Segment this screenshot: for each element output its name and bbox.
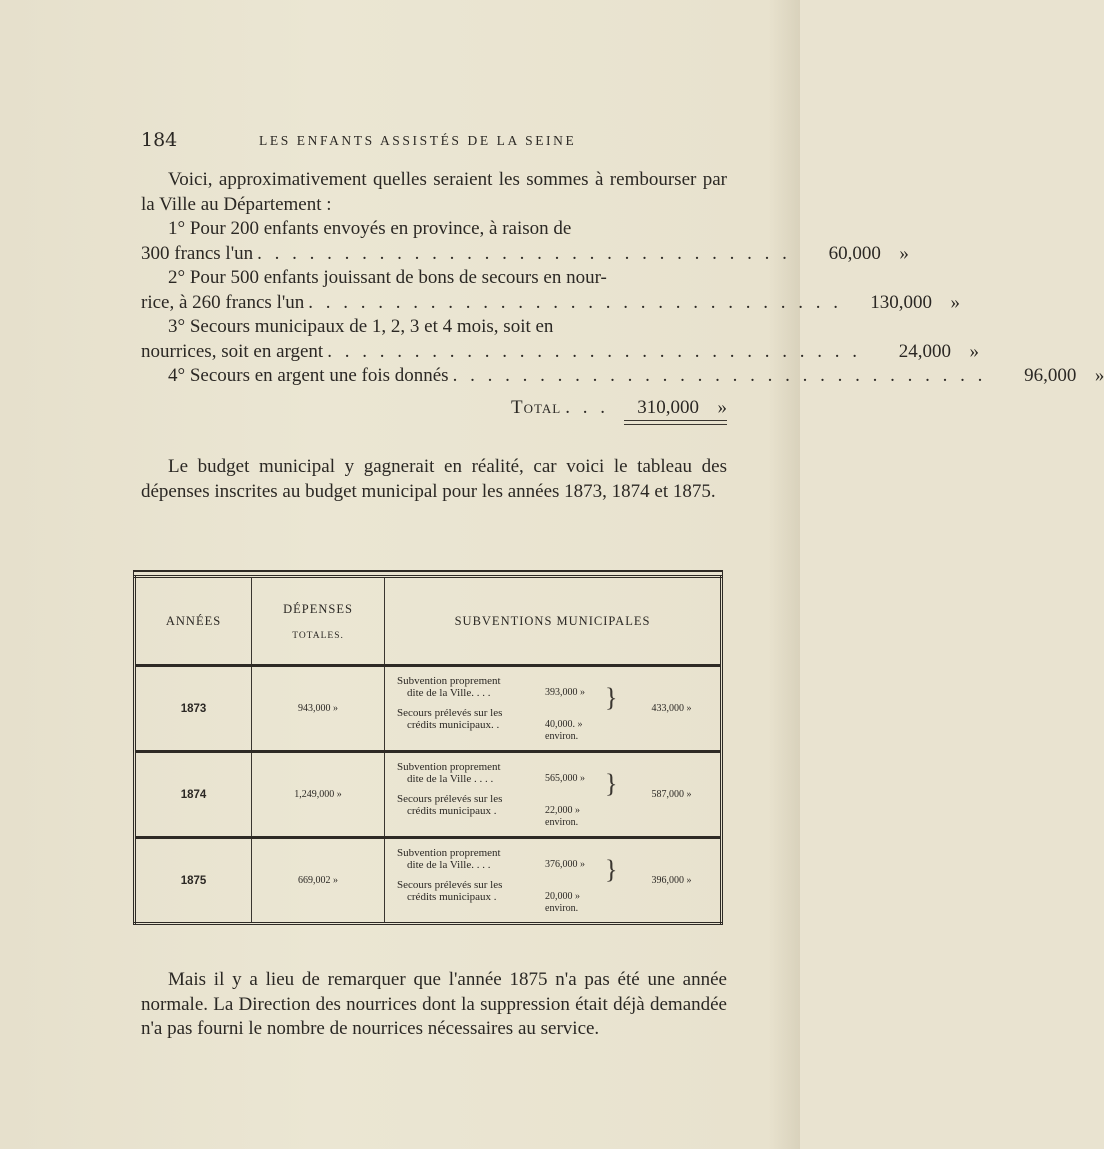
- header-annees: ANNÉES: [135, 577, 252, 666]
- dot-leader: . . .: [565, 396, 609, 418]
- subvention-label-line: Subvention proprement: [397, 674, 501, 687]
- secours-value-note: environ.: [545, 902, 579, 914]
- total-row: [141, 396, 727, 421]
- table-row: [135, 666, 722, 752]
- depenses-cell: 943,000 »: [252, 666, 385, 752]
- paragraph-3: Mais il y a lieu de remarquer que l'année 1875 n'a pas été une année normale. La Direction des nourrices dont la suppression était déjà demandée n'a pas fourni le nombre de nourrices nécessaires au service.: [141, 969, 727, 1039]
- dot-leader: . . . . . . . . . . . . . . . . . . . . . . . . . . . . . . .: [327, 340, 861, 362]
- secours-value-amount: 22,000 »: [545, 804, 581, 816]
- subvention-label: [397, 675, 545, 699]
- header-depenses-sub: TOTALES.: [292, 630, 344, 641]
- subvention-label-line: dite de la Ville. . . .: [407, 686, 491, 699]
- total-amount: 310,000: [637, 396, 699, 418]
- item-3-row: [141, 340, 979, 365]
- secours-label-line: Secours prélevés sur les: [397, 878, 503, 891]
- subvention-total: 396,000 »: [651, 875, 692, 886]
- subventions-cell: [385, 838, 722, 924]
- table-row: [135, 752, 722, 838]
- item-4-row: [141, 364, 1104, 389]
- subvention-label: [397, 761, 545, 785]
- item-4-amount: 96,000: [1024, 365, 1077, 386]
- secours-label-line: Secours prélevés sur les: [397, 792, 503, 805]
- secours-value-amount: 20,000 »: [545, 890, 581, 902]
- paragraph-2-wrap: [141, 455, 727, 504]
- secours-label: [397, 707, 545, 731]
- dot-leader: . . . . . . . . . . . . . . . . . . . . . . . . . . . . . . .: [452, 365, 987, 386]
- table-row: [135, 838, 722, 924]
- total-label: Total: [511, 396, 562, 418]
- secours-label-line: Secours prélevés sur les: [397, 706, 503, 719]
- subvention-label-line: dite de la Ville . . . .: [407, 772, 494, 785]
- budget-table-body: [135, 666, 722, 924]
- secours-value: [545, 719, 605, 743]
- depenses-cell: 669,002 »: [252, 838, 385, 924]
- subvention-total: 587,000 »: [651, 789, 692, 800]
- expense-list: [141, 168, 1104, 426]
- item-1-row: [141, 242, 909, 267]
- budget-table: [133, 575, 723, 925]
- double-rule: [624, 420, 727, 425]
- brace: }: [605, 854, 618, 884]
- item-1-text-b: 300 francs l'un: [141, 242, 254, 264]
- item-3-currency: »: [969, 340, 979, 362]
- item-2-row: [141, 291, 961, 316]
- paragraph-3-wrap: [141, 968, 727, 1042]
- subventions-cell: [385, 666, 722, 752]
- subvention-value: 393,000 »: [545, 686, 586, 698]
- secours-value-note: environ.: [545, 816, 579, 828]
- item-3-amount: 24,000: [898, 340, 951, 362]
- dot-leader: . . . . . . . . . . . . . . . . . . . . . . . . . . . . . . .: [257, 242, 791, 264]
- year-cell: 1875: [135, 838, 252, 924]
- secours-label-line: crédits municipaux. .: [407, 718, 500, 731]
- brace: }: [605, 768, 618, 798]
- item-3-text-a: 3° Secours municipaux de 1, 2, 3 et 4 mois, soit en: [168, 316, 554, 337]
- secours-label: [397, 879, 545, 903]
- subvention-details: [385, 761, 623, 829]
- item-1-currency: »: [899, 242, 909, 264]
- item-2-text-b: rice, à 260 francs l'un: [141, 291, 305, 313]
- year-cell: 1874: [135, 752, 252, 838]
- secours-value: [545, 891, 605, 915]
- secours-value: [545, 805, 605, 829]
- header-subventions: SUBVENTIONS MUNICIPALES: [385, 577, 722, 666]
- subvention-value: 376,000 »: [545, 858, 586, 870]
- subvention-details: [385, 847, 623, 915]
- page-header: [141, 129, 727, 153]
- item-1-amount: 60,000: [828, 242, 881, 264]
- item-1-text-a: 1° Pour 200 enfants envoyés en province, à raison de: [168, 218, 572, 239]
- paragraph-2: Le budget municipal y gagnerait en réalité, car voici le tableau des dépenses inscrites au budget municipal pour les années 1873, 1874 et 1875.: [141, 456, 727, 502]
- brace: }: [605, 682, 618, 712]
- item-2-amount: 130,000: [870, 291, 933, 313]
- item-4-text-a: 4° Secours en argent une fois donnés: [168, 365, 449, 386]
- subvention-value: 565,000 »: [545, 772, 586, 784]
- secours-label-line: crédits municipaux .: [407, 804, 497, 817]
- header-depenses-title: DÉPENSES: [283, 601, 353, 616]
- depenses-cell: 1,249,000 »: [252, 752, 385, 838]
- total-rule-wrap: [141, 420, 727, 426]
- item-2-text-a: 2° Pour 500 enfants jouissant de bons de secours en nour-: [168, 267, 607, 288]
- subventions-cell: [385, 752, 722, 838]
- secours-label-line: crédits municipaux .: [407, 890, 497, 903]
- subvention-label: [397, 847, 545, 871]
- secours-label: [397, 793, 545, 817]
- item-2-currency: »: [950, 291, 961, 313]
- page-number: 184: [141, 129, 178, 151]
- running-title: LES ENFANTS ASSISTÉS DE LA SEINE: [259, 133, 577, 148]
- subvention-details: [385, 675, 623, 743]
- subvention-label-line: Subvention proprement: [397, 846, 501, 859]
- header-depenses: [252, 577, 385, 666]
- subvention-total: 433,000 »: [651, 703, 692, 714]
- subvention-label-line: dite de la Ville. . . .: [407, 858, 491, 871]
- total-currency: »: [717, 396, 727, 418]
- intro-paragraph: Voici, approximativement quelles seraient les sommes à rembourser par la Ville au Département :: [141, 169, 727, 215]
- secours-value-note: environ.: [545, 730, 579, 742]
- secours-value-amount: 40,000. »: [545, 718, 583, 730]
- year-cell: 1873: [135, 666, 252, 752]
- subvention-label-line: Subvention proprement: [397, 760, 501, 773]
- item-3-text-b: nourrices, soit en argent: [141, 340, 324, 362]
- dot-leader: . . . . . . . . . . . . . . . . . . . . . . . . . . . . . . .: [308, 291, 843, 313]
- item-4-currency: »: [1094, 365, 1104, 386]
